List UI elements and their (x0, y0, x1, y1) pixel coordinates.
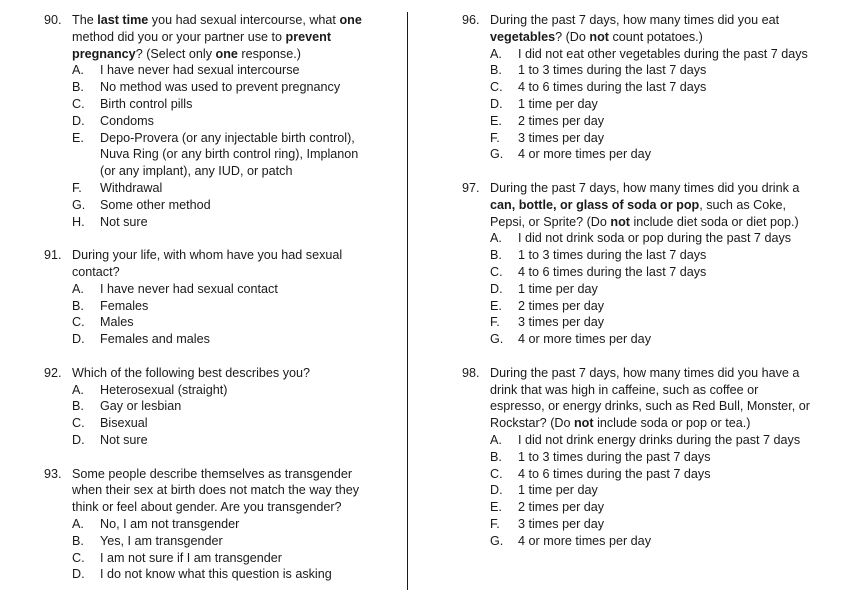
question-text-bold: one (215, 46, 238, 61)
answer-options (72, 516, 374, 583)
option-text: 1 time per day (518, 96, 598, 111)
option-text: 3 times per day (518, 315, 605, 330)
option-text: Depo-Provera (or any injectable birth control), Nuva Ring (or any birth control ring), Implanon (or any implant), any IUD, or patch (100, 130, 359, 179)
option-letter: B. (72, 533, 84, 548)
option-text: 4 or more times per day (518, 332, 651, 347)
question-text-bold: not (573, 416, 594, 431)
option-text: 1 to 3 times during the past 7 days (518, 449, 711, 464)
question-spacer (462, 348, 812, 365)
question-row (44, 12, 374, 62)
option-letter: E. (72, 130, 84, 145)
option-letter: H. (72, 214, 85, 229)
option-letter: E. (490, 500, 502, 515)
answer-option (72, 314, 374, 331)
question-text (72, 466, 374, 516)
option-letter: A. (490, 231, 502, 246)
answer-option (490, 247, 812, 264)
answer-option (72, 113, 374, 130)
option-text: 4 or more times per day (518, 147, 651, 162)
question-text (72, 12, 374, 62)
question-text (72, 365, 374, 382)
option-letter: C. (72, 416, 85, 431)
option-text: Heterosexual (straight) (100, 382, 228, 397)
option-letter: C. (72, 315, 85, 330)
option-letter: B. (72, 298, 84, 313)
question-text-part: you had sexual intercourse, what (148, 13, 340, 27)
option-text: Bisexual (100, 416, 148, 431)
question-number: 91. (44, 248, 62, 263)
option-text: 3 times per day (518, 516, 605, 531)
option-text: 1 time per day (518, 483, 598, 498)
option-text: 1 to 3 times during the last 7 days (518, 63, 707, 78)
answer-options (490, 432, 812, 550)
question-text (72, 247, 374, 281)
question-text-bold: one (339, 13, 362, 27)
option-letter: G. (72, 197, 86, 212)
option-text: Males (100, 315, 134, 330)
option-text: I have never had sexual intercourse (100, 63, 300, 78)
answer-option (72, 566, 374, 583)
option-text: 2 times per day (518, 113, 605, 128)
answer-option (72, 197, 374, 214)
question-spacer (44, 348, 374, 365)
option-letter: G. (490, 533, 504, 548)
option-text: I did not eat other vegetables during the past 7 days (518, 46, 808, 61)
answer-option (72, 432, 374, 449)
question-spacer (44, 449, 374, 466)
option-letter: G. (490, 332, 504, 347)
answer-option (490, 466, 812, 483)
answer-options (72, 62, 374, 230)
answer-option (490, 230, 812, 247)
option-letter: D. (490, 483, 503, 498)
option-letter: A. (490, 432, 502, 447)
question-text-bold: not (589, 29, 609, 44)
option-text: 4 to 6 times during the past 7 days (518, 466, 711, 481)
option-text: Condoms (100, 113, 154, 128)
option-letter: A. (72, 63, 84, 78)
option-text: I did not drink soda or pop during the past 7 days (518, 231, 792, 246)
answer-options (490, 46, 812, 164)
option-letter: B. (72, 80, 84, 95)
answer-option (72, 214, 374, 231)
question-text-part: include diet soda or diet pop.) (630, 214, 799, 229)
question-block (462, 180, 812, 348)
option-text: Birth control pills (100, 96, 193, 111)
option-letter: F. (490, 130, 500, 145)
answer-option (490, 96, 812, 113)
answer-option (490, 79, 812, 96)
answer-option (490, 482, 812, 499)
answer-option (72, 398, 374, 415)
answer-option (490, 499, 812, 516)
option-text: 1 to 3 times during the last 7 days (518, 248, 707, 263)
option-text: Yes, I am transgender (100, 533, 223, 548)
question-text (490, 12, 812, 46)
option-letter: C. (490, 466, 503, 481)
option-letter: B. (72, 399, 84, 414)
question-text-part: During your life, with whom have you had sexual contact? (72, 248, 343, 279)
option-letter: E. (490, 113, 502, 128)
option-text: 2 times per day (518, 500, 605, 515)
question-text-bold: not (610, 214, 630, 229)
question-row (44, 466, 374, 516)
option-text: I have never had sexual contact (100, 281, 278, 296)
question-number: 96. (462, 13, 480, 27)
question-text-part: method did you or your partner use to (72, 29, 286, 44)
question-text-part: The (72, 13, 98, 27)
option-text: 4 or more times per day (518, 533, 651, 548)
option-letter: B. (490, 248, 502, 263)
option-text: No method was used to prevent pregnancy (100, 80, 341, 95)
answer-option (490, 533, 812, 550)
answer-option (490, 314, 812, 331)
question-text (490, 180, 812, 230)
option-letter: E. (490, 298, 502, 313)
option-letter: C. (490, 80, 503, 95)
answer-option (490, 516, 812, 533)
option-text: Not sure (100, 214, 148, 229)
answer-option (72, 533, 374, 550)
question-text-part: ? (Do (555, 29, 590, 44)
question-row (462, 365, 812, 432)
option-text: Some other method (100, 197, 211, 212)
option-letter: D. (72, 567, 85, 582)
answer-option (72, 62, 374, 79)
answer-option (72, 96, 374, 113)
question-block (462, 12, 812, 163)
option-letter: B. (490, 449, 502, 464)
question-text-part: count potatoes.) (609, 29, 703, 44)
answer-option (72, 180, 374, 197)
answer-option (72, 298, 374, 315)
question-block (44, 466, 374, 584)
question-text-part: During the past 7 days, how many times did you drink a (490, 180, 800, 195)
question-text-part: Which of the following best describes you? (72, 365, 311, 380)
option-letter: C. (72, 550, 85, 565)
question-text-part: ? (Select only (135, 46, 216, 61)
answer-option (490, 146, 812, 163)
option-letter: G. (490, 147, 504, 162)
question-number: 98. (462, 365, 480, 380)
answer-option (490, 62, 812, 79)
option-text: 3 times per day (518, 130, 605, 145)
option-letter: B. (490, 63, 502, 78)
option-letter: D. (72, 332, 85, 347)
option-letter: C. (490, 264, 503, 279)
option-text: Females and males (100, 332, 210, 347)
answer-option (72, 281, 374, 298)
question-block (44, 247, 374, 348)
option-letter: F. (490, 315, 500, 330)
option-letter: D. (490, 281, 503, 296)
column-divider (407, 12, 408, 590)
question-block (44, 12, 374, 230)
answer-option (490, 46, 812, 63)
answer-option (490, 130, 812, 147)
question-text (490, 365, 812, 432)
answer-option (72, 550, 374, 567)
option-letter: C. (72, 96, 85, 111)
answer-option (490, 331, 812, 348)
answer-option (490, 113, 812, 130)
option-letter: A. (72, 516, 84, 531)
option-text: No, I am not transgender (100, 516, 240, 531)
option-text: Females (100, 298, 149, 313)
answer-option (72, 382, 374, 399)
left-column (44, 12, 374, 583)
answer-options (72, 281, 374, 348)
answer-option (72, 130, 374, 180)
option-letter: F. (72, 180, 82, 195)
option-letter: D. (72, 432, 85, 447)
question-number: 93. (44, 466, 62, 481)
question-block (462, 365, 812, 550)
answer-option (490, 281, 812, 298)
option-text: I am not sure if I am transgender (100, 550, 282, 565)
question-number: 90. (44, 13, 62, 27)
answer-options (72, 382, 374, 449)
question-number: 92. (44, 365, 62, 380)
question-text-part: response.) (237, 46, 301, 61)
right-column (462, 12, 812, 550)
answer-option (490, 298, 812, 315)
option-text: Gay or lesbian (100, 399, 182, 414)
answer-option (72, 79, 374, 96)
question-text-bold: vegetables (490, 29, 556, 44)
option-text: Withdrawal (100, 180, 163, 195)
option-text: 4 to 6 times during the last 7 days (518, 80, 707, 95)
question-row (44, 365, 374, 382)
answer-option (72, 331, 374, 348)
option-text: I do not know what this question is asking (100, 567, 332, 582)
question-block (44, 365, 374, 449)
question-text-bold: can, bottle, or glass of soda or pop (490, 197, 700, 212)
option-letter: A. (72, 382, 84, 397)
option-text: 1 time per day (518, 281, 598, 296)
option-text: 4 to 6 times during the last 7 days (518, 264, 707, 279)
question-text-part: , such as Coke, Pepsi, or Sprite? (Do (490, 197, 787, 229)
question-text-part: Some people describe themselves as transgender when their sex at birth does not match the way they think or feel about gender. Are you transgender? (72, 466, 360, 515)
question-text-bold: prevent pregnancy (72, 29, 332, 61)
question-text-bold: last time (97, 13, 149, 27)
answer-option (72, 415, 374, 432)
option-letter: F. (490, 516, 500, 531)
option-letter: A. (72, 281, 84, 296)
question-text-part: include soda or pop or tea.) (593, 416, 751, 431)
option-letter: A. (490, 46, 502, 61)
question-text-part: During the past 7 days, how many times did you have a drink that was high in caffeine, such as coffee or espresso, or energy drinks, such as Red Bull, Monster, or Rockstar? (Do (490, 365, 810, 431)
answer-option (72, 516, 374, 533)
option-text: Not sure (100, 432, 148, 447)
option-letter: D. (72, 113, 85, 128)
question-row (44, 247, 374, 281)
answer-option (490, 432, 812, 449)
question-spacer (44, 230, 374, 247)
option-text: 2 times per day (518, 298, 605, 313)
option-letter: D. (490, 96, 503, 111)
question-text-part: During the past 7 days, how many times did you eat (490, 13, 780, 27)
question-row (462, 12, 812, 46)
answer-option (490, 449, 812, 466)
answer-option (490, 264, 812, 281)
question-row (462, 180, 812, 230)
option-text: I did not drink energy drinks during the past 7 days (518, 432, 801, 447)
question-spacer (462, 163, 812, 180)
answer-options (490, 230, 812, 348)
question-number: 97. (462, 180, 480, 195)
